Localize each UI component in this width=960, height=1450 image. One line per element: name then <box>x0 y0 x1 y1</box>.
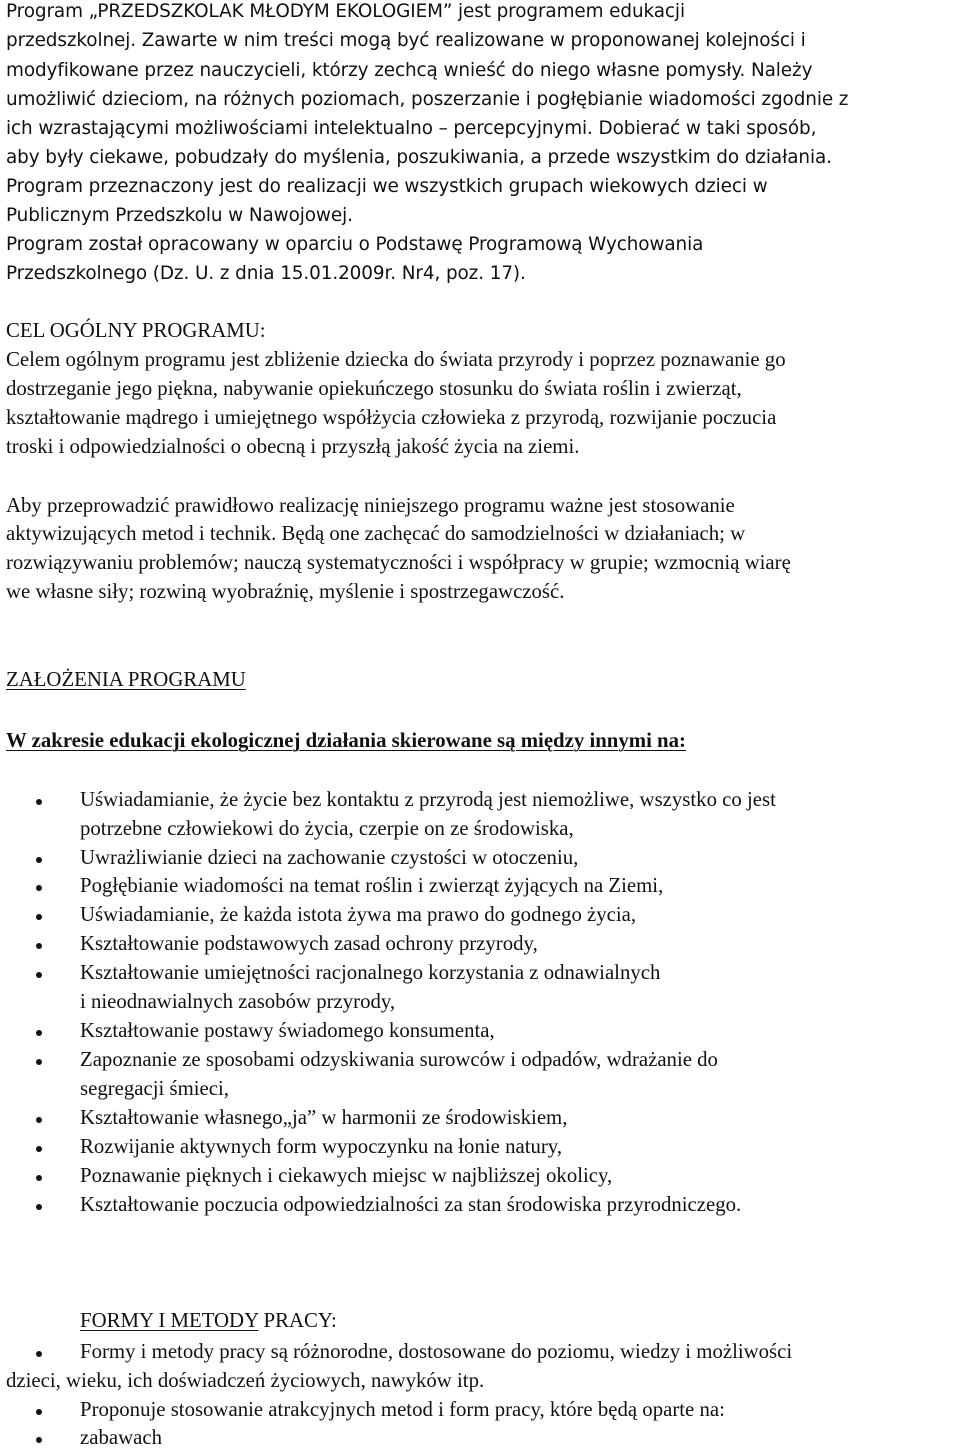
bullet-dot <box>36 1059 42 1065</box>
intro-line: modyfikowane przez nauczycieli, którzy zechcą wnieść do niego własne pomysły. Należy <box>6 60 813 81</box>
cel-heading: CEL OGÓLNY PROGRAMU: <box>6 319 266 342</box>
metody-line: rozwiązywaniu problemów; nauczą systematyczności i współpracy w grupie; wzmocnią wiarę <box>6 551 791 574</box>
cel-line: kształtowanie mądrego i umiejętnego współżycia człowieka z przyrodą, rozwijanie poczucia <box>6 406 777 429</box>
bullet-dot <box>36 1175 42 1181</box>
intro-line: umożliwić dzieciom, na różnych poziomach, poszerzanie i pogłębianie wiadomości zgodnie z <box>6 89 849 110</box>
bullet-dot <box>36 1437 42 1443</box>
list-item: Uwrażliwianie dzieci na zachowanie czystości w otoczeniu, <box>80 846 579 869</box>
intro-line: Publicznym Przedszkolu w Nawojowej. <box>6 205 353 226</box>
list-item: Uświadamianie, że życie bez kontaktu z przyrodą jest niemożliwe, wszystko co jest <box>80 788 776 811</box>
list-item-continuation: i nieodnawialnych zasobów przyrody, <box>80 990 396 1013</box>
list-item: Kształtowanie umiejętności racjonalnego korzystania z odnawialnych <box>80 961 661 984</box>
bullet-dot <box>36 1351 42 1357</box>
bullet-dot <box>36 1409 42 1415</box>
list-item: Rozwijanie aktywnych form wypoczynku na łonie natury, <box>80 1135 563 1158</box>
zalozenia-subheading: W zakresie edukacji ekologicznej działania skierowane są między innymi na: <box>6 729 686 752</box>
formy-heading-underlined: FORMY I METODY <box>80 1309 259 1332</box>
metody-line: Aby przeprowadzić prawidłowo realizację niniejszego programu ważne jest stosowanie <box>6 494 735 517</box>
list-item: zabawach <box>80 1426 162 1449</box>
bullet-dot <box>36 885 42 891</box>
list-item: Kształtowanie podstawowych zasad ochrony przyrody, <box>80 932 538 955</box>
intro-line: Program został opracowany w oparciu o Podstawę Programową Wychowania <box>6 234 704 255</box>
formy-heading-rest: PRACY: <box>258 1309 337 1332</box>
metody-line: aktywizujących metod i technik. Będą one zachęcać do samodzielności w działaniach; w <box>6 522 746 545</box>
list-item: Uświadamianie, że każda istota żywa ma prawo do godnego życia, <box>80 903 637 926</box>
intro-line: ich wzrastającymi możliwościami intelektualno – percepcyjnymi. Dobierać w taki sposób, <box>6 118 817 139</box>
bullet-dot <box>36 857 42 863</box>
zalozenia-heading: ZAŁOŻENIA PROGRAMU <box>6 668 246 691</box>
list-item: Zapoznanie ze sposobami odzyskiwania surowców i odpadów, wdrażanie do <box>80 1048 718 1071</box>
list-item: Poznawanie pięknych i ciekawych miejsc w najbliższej okolicy, <box>80 1164 613 1187</box>
list-item-continuation: potrzebne człowiekowi do życia, czerpie on ze środowiska, <box>80 817 574 840</box>
bullet-dot <box>36 972 42 978</box>
intro-line: Program „PRZEDSZKOLAK MŁODYM EKOLOGIEM” jest programem edukacji <box>6 1 685 22</box>
list-item: Kształtowanie własnego„ja” w harmonii ze środowiskiem, <box>80 1106 568 1129</box>
list-item: Proponuje stosowanie atrakcyjnych metod i form pracy, które będą oparte na: <box>80 1398 725 1421</box>
bullet-dot <box>36 943 42 949</box>
list-item: Kształtowanie postawy świadomego konsumenta, <box>80 1019 495 1042</box>
metody-line: we własne siły; rozwiną wyobraźnię, myślenie i spostrzegawczość. <box>6 580 565 603</box>
bullet-dot <box>36 914 42 920</box>
bullet-dot <box>36 1146 42 1152</box>
formy-heading <box>80 1309 337 1333</box>
intro-line: aby były ciekawe, pobudzały do myślenia, poszukiwania, a przede wszystkim do działania. <box>6 147 832 168</box>
bullet-dot <box>36 1030 42 1036</box>
list-item-continuation: dzieci, wieku, ich doświadczeń życiowych, nawyków itp. <box>6 1369 485 1392</box>
bullet-dot <box>36 799 42 805</box>
bullet-dot <box>36 1204 42 1210</box>
intro-line: Program przeznaczony jest do realizacji we wszystkich grupach wiekowych dzieci w <box>6 176 768 197</box>
intro-line: przedszkolnej. Zawarte w nim treści mogą być realizowane w proponowanej kolejności i <box>6 30 806 51</box>
list-item: Pogłębianie wiadomości na temat roślin i zwierząt żyjących na Ziemi, <box>80 874 664 897</box>
list-item: Kształtowanie poczucia odpowiedzialności za stan środowiska przyrodniczego. <box>80 1193 742 1216</box>
cel-line: troski i odpowiedzialności o obecną i przyszłą jakość życia na ziemi. <box>6 435 580 458</box>
list-item-continuation: segregacji śmieci, <box>80 1077 229 1100</box>
cel-line: Celem ogólnym programu jest zbliżenie dziecka do świata przyrody i poprzez poznawanie go <box>6 348 786 371</box>
list-item: Formy i metody pracy są różnorodne, dostosowane do poziomu, wiedzy i możliwości <box>80 1340 793 1363</box>
intro-line: Przedszkolnego (Dz. U. z dnia 15.01.2009r. Nr4, poz. 17). <box>6 263 526 284</box>
cel-line: dostrzeganie jego piękna, nabywanie opiekuńczego stosunku do świata roślin i zwierząt, <box>6 377 742 400</box>
bullet-dot <box>36 1117 42 1123</box>
